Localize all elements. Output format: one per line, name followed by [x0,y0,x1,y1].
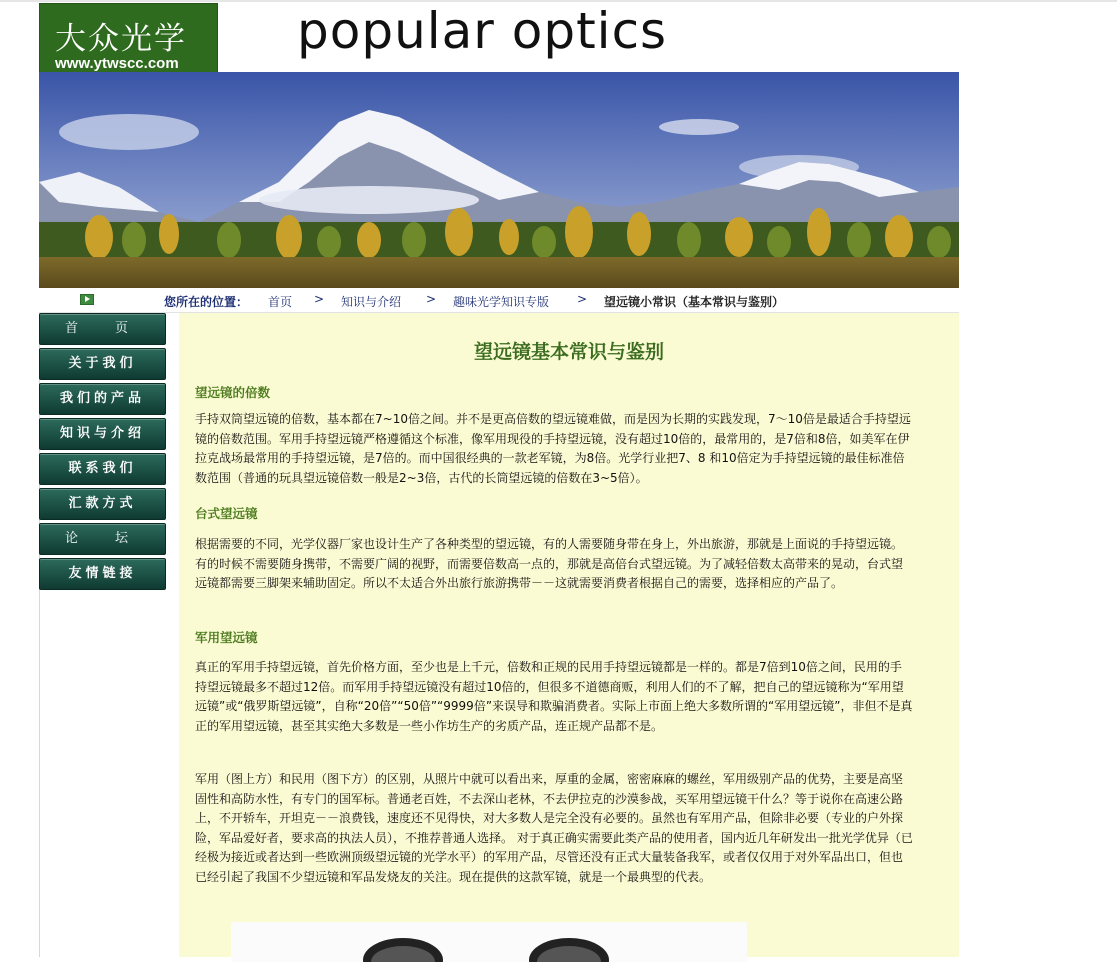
logo-chinese-name: 大众光学 [55,21,187,57]
nav-payment-button[interactable]: 汇款方式 [39,488,166,520]
page-container [39,2,959,957]
nav-links-button[interactable]: 友情链接 [39,558,166,590]
binoculars-image [231,922,747,962]
play-icon [80,294,94,305]
banner-image [39,72,959,288]
paragraph-military-1: 真正的军用手持望远镜，首先价格方面，至少也是上千元，倍数和正规的民用手持望远镜都是一样的。都是7倍到10倍之间，民用的手持望远镜最多不超过12倍。而军用手持望远镜没有超过10倍的，但很多不道德商贩，利用人们的不了解，把自己的望远镜称为“军用望远镜”或“俄罗斯望远镜”，自称“20倍”“50倍”“9999倍”来误导和欺骗消费者。实际上市面上绝大多数所谓的“军用望远镜”，非但不是真正的军用望远镜，甚至其实绝大多数是一些小作坊生产的劣质产品，连正规产品都不是。 [195,660,913,733]
nav-products-button[interactable]: 我们的产品 [39,383,166,415]
article-content [179,313,959,957]
binoculars-photo [231,922,747,962]
section-heading-tabletop: 台式望远镜 [195,506,258,521]
breadcrumb-separator: > [577,292,588,306]
article-title: 望远镜基本常识与鉴别 [473,341,664,363]
breadcrumb-separator: > [426,292,437,306]
brand-title: popular optics [297,2,668,60]
site-header [39,2,959,72]
mountain-landscape-image [39,72,959,288]
sidebar-nav [39,313,166,593]
paragraph-magnification: 手持双筒望远镜的倍数，基本都在7~10倍之间。并不是更高倍数的望远镜难做，而是因为长期的实践发现，7～10倍是最适合手持望远镜的倍数范围。军用手持望远镜严格遵循这个标准，像军用现役的手持望远镜，没有超过10倍的，最常用的，是7倍和8倍，如美军在伊拉克战场最常用的手持望远镜，是7倍的。而中国很经典的一款老军镜，为8倍。光学行业把7、8 和10倍定为手持望远镜的最佳标准倍数范围（普通的玩具望远镜倍数一般是2~3倍，古代的长筒望远镜的倍数在3~5倍）。 [195,412,911,485]
breadcrumb-knowledge-link[interactable]: 知识与介绍 [341,295,402,309]
paragraph-military-2: 军用（图上方）和民用（图下方）的区别，从照片中就可以看出来，厚重的金属，密密麻麻的螺丝，军用级别产品的优势，主要是高坚固性和高防水性，有专门的国军标。普通老百姓，不去深山老林，不去伊拉克的沙漠参战，买军用望远镜干什么？等于说你在高速公路上，不开轿车，开坦克－－浪费钱，速度还不见得快，对大多数人是完全没有必要的。虽然也有军用产品，但除非必要（专业的户外探险，军品爱好者，要求高的执法人员），不推荐普通人选择。 对于真正确实需要此类产品的使用者，国内近几年研发出一批光学优异（已经极为接近或者达到一些欧洲顶级望远镜的光学水平）的军用产品，尽管还没有正式大量装备我军，或者仅仅用于对外军品出口，但也已经引起了我国不少望远镜和军品发烧友的关注。现在提供的这款军镜，就是一个最典型的代表。 [195,772,913,884]
breadcrumb-label: 您所在的位置： [164,295,249,309]
nav-forum-button[interactable]: 论 坛 [39,523,166,555]
breadcrumb [39,288,959,313]
nav-about-button[interactable]: 关于我们 [39,348,166,380]
paragraph-tabletop: 根据需要的不同，光学仪器厂家也设计生产了各种类型的望远镜，有的人需要随身带在身上，外出旅游，那就是上面说的手持望远镜。 有的时候不需要随身携带，不需要广阔的视野，而需要倍数高一点的，那就是高倍台式望远镜。为了减轻倍数太高带来的晃动，台式望远镜都需要三脚架来辅助固定。所以不太适合外出旅行旅游携带－－这就需要消费者根据自己的需要，选择相应的产品了。 [195,537,904,590]
breadcrumb-separator: > [314,292,325,306]
nav-home-button[interactable]: 首 页 [39,313,166,345]
section-heading-magnification: 望远镜的倍数 [195,385,271,400]
breadcrumb-fun-optics-link[interactable]: 趣味光学知识专版 [453,295,550,309]
nav-contact-button[interactable]: 联系我们 [39,453,166,485]
breadcrumb-home-link[interactable]: 首页 [268,295,293,309]
logo-url: www.ytwscc.com [55,55,179,72]
breadcrumb-current: 望远镜小常识（基本常识与鉴别） [604,295,785,309]
nav-knowledge-button[interactable]: 知识与介绍 [39,418,166,450]
section-heading-military: 军用望远镜 [195,630,258,645]
